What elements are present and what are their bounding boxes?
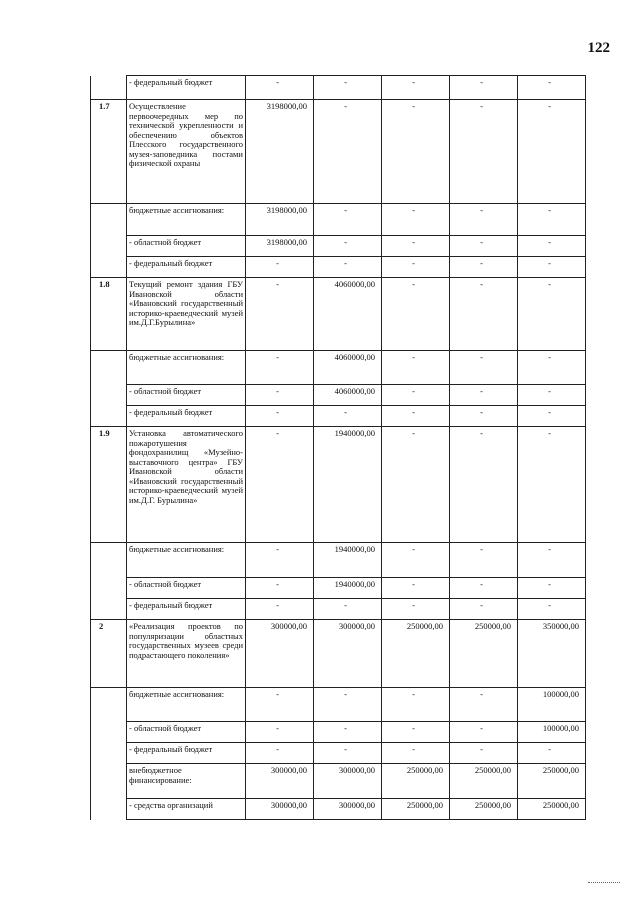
row-number xyxy=(91,236,127,257)
table-row xyxy=(91,257,586,278)
row-number xyxy=(91,385,127,406)
value-cell: - xyxy=(518,406,586,427)
row-number: 2 xyxy=(91,620,127,688)
row-number xyxy=(91,743,127,764)
value-cell: - xyxy=(518,76,586,100)
value-cell: - xyxy=(246,257,314,278)
value-cell: - xyxy=(518,385,586,406)
row-description: - областной бюджет xyxy=(127,385,246,406)
value-cell: 300000,00 xyxy=(246,764,314,799)
value-cell: 4060000,00 xyxy=(314,278,382,351)
value-cell: 250000,00 xyxy=(450,764,518,799)
row-description: «Реализация проектов по популяризации областных государственных музеев среди подрастающего поколения» xyxy=(127,620,246,688)
row-number: 1.8 xyxy=(91,278,127,351)
value-cell: - xyxy=(450,204,518,236)
value-cell: 1940000,00 xyxy=(314,543,382,578)
row-description: - федеральный бюджет xyxy=(127,76,246,100)
value-cell: - xyxy=(450,100,518,204)
value-cell: - xyxy=(518,236,586,257)
value-cell: - xyxy=(450,278,518,351)
row-description: - федеральный бюджет xyxy=(127,743,246,764)
value-cell: 250000,00 xyxy=(382,764,450,799)
value-cell: - xyxy=(382,236,450,257)
value-cell: - xyxy=(450,599,518,620)
value-cell: - xyxy=(382,406,450,427)
value-cell: 250000,00 xyxy=(382,799,450,820)
row-description: внебюджетное финансирование: xyxy=(127,764,246,799)
value-cell: 250000,00 xyxy=(450,799,518,820)
table-row xyxy=(91,799,586,820)
budget-table xyxy=(90,75,586,820)
value-cell: - xyxy=(518,599,586,620)
value-cell: - xyxy=(314,76,382,100)
value-cell: - xyxy=(246,688,314,722)
table-row xyxy=(91,578,586,599)
row-number: 1.7 xyxy=(91,100,127,204)
value-cell: - xyxy=(314,599,382,620)
table-row xyxy=(91,76,586,100)
value-cell: - xyxy=(450,406,518,427)
value-cell: - xyxy=(382,76,450,100)
value-cell: - xyxy=(450,543,518,578)
value-cell: - xyxy=(450,578,518,599)
table-row xyxy=(91,427,586,543)
value-cell: - xyxy=(450,688,518,722)
value-cell: - xyxy=(382,385,450,406)
table-row xyxy=(91,204,586,236)
row-number: 1.9 xyxy=(91,427,127,543)
value-cell: - xyxy=(246,743,314,764)
value-cell: - xyxy=(246,278,314,351)
value-cell: - xyxy=(518,278,586,351)
row-number xyxy=(91,578,127,599)
footer-mark xyxy=(588,882,620,884)
value-cell: - xyxy=(314,236,382,257)
value-cell: 4060000,00 xyxy=(314,351,382,385)
value-cell: 350000,00 xyxy=(518,620,586,688)
table-row xyxy=(91,351,586,385)
row-number xyxy=(91,799,127,820)
row-number xyxy=(91,722,127,743)
row-description: - федеральный бюджет xyxy=(127,406,246,427)
value-cell: - xyxy=(450,427,518,543)
row-description: бюджетные ассигнования: xyxy=(127,351,246,385)
value-cell: - xyxy=(246,543,314,578)
value-cell: - xyxy=(450,236,518,257)
table-row xyxy=(91,278,586,351)
value-cell: - xyxy=(246,722,314,743)
table-row xyxy=(91,722,586,743)
value-cell: 3198000,00 xyxy=(246,100,314,204)
value-cell: 250000,00 xyxy=(382,620,450,688)
row-number xyxy=(91,257,127,278)
value-cell: - xyxy=(382,578,450,599)
value-cell: - xyxy=(518,743,586,764)
row-number xyxy=(91,764,127,799)
row-description: - средства организаций xyxy=(127,799,246,820)
value-cell: - xyxy=(518,204,586,236)
value-cell: - xyxy=(518,100,586,204)
value-cell: - xyxy=(518,427,586,543)
value-cell: 1940000,00 xyxy=(314,578,382,599)
value-cell: - xyxy=(246,76,314,100)
value-cell: - xyxy=(450,743,518,764)
value-cell: - xyxy=(450,257,518,278)
table-row xyxy=(91,599,586,620)
row-number xyxy=(91,351,127,385)
value-cell: 300000,00 xyxy=(246,620,314,688)
value-cell: 1940000,00 xyxy=(314,427,382,543)
value-cell: - xyxy=(246,406,314,427)
value-cell: - xyxy=(314,257,382,278)
row-number xyxy=(91,543,127,578)
value-cell: - xyxy=(314,100,382,204)
table-row xyxy=(91,688,586,722)
value-cell: - xyxy=(246,385,314,406)
table-row xyxy=(91,743,586,764)
value-cell: - xyxy=(518,543,586,578)
value-cell: 250000,00 xyxy=(518,799,586,820)
row-description: бюджетные ассигнования: xyxy=(127,543,246,578)
value-cell: - xyxy=(246,351,314,385)
value-cell: 250000,00 xyxy=(450,620,518,688)
value-cell: 300000,00 xyxy=(314,620,382,688)
value-cell: 300000,00 xyxy=(246,799,314,820)
table-row xyxy=(91,620,586,688)
value-cell: 300000,00 xyxy=(314,799,382,820)
table-row xyxy=(91,406,586,427)
value-cell: - xyxy=(382,688,450,722)
row-number xyxy=(91,599,127,620)
value-cell: - xyxy=(246,599,314,620)
row-number xyxy=(91,76,127,100)
row-number xyxy=(91,204,127,236)
row-description: - федеральный бюджет xyxy=(127,599,246,620)
table-row xyxy=(91,764,586,799)
value-cell: - xyxy=(518,351,586,385)
value-cell: - xyxy=(382,743,450,764)
value-cell: - xyxy=(314,406,382,427)
value-cell: - xyxy=(246,578,314,599)
value-cell: - xyxy=(450,351,518,385)
row-description: бюджетные ассигнования: xyxy=(127,204,246,236)
table-row xyxy=(91,100,586,204)
row-description: Осуществление первоочередных мер по технической укрепленности и обеспечению объектов Плесского государственного музея-заповедника постами физической охраны xyxy=(127,100,246,204)
value-cell: - xyxy=(314,204,382,236)
value-cell: - xyxy=(382,351,450,385)
table-row xyxy=(91,385,586,406)
value-cell: - xyxy=(518,257,586,278)
row-number xyxy=(91,688,127,722)
table-row xyxy=(91,543,586,578)
value-cell: - xyxy=(450,722,518,743)
table-row xyxy=(91,236,586,257)
value-cell: 100000,00 xyxy=(518,722,586,743)
row-description: - федеральный бюджет xyxy=(127,257,246,278)
value-cell: 100000,00 xyxy=(518,688,586,722)
value-cell: - xyxy=(382,427,450,543)
value-cell: - xyxy=(382,599,450,620)
row-description: - областной бюджет xyxy=(127,578,246,599)
value-cell: - xyxy=(450,76,518,100)
page-number: 122 xyxy=(587,40,610,56)
row-description: - областной бюджет xyxy=(127,722,246,743)
row-number xyxy=(91,406,127,427)
value-cell: - xyxy=(246,427,314,543)
value-cell: - xyxy=(450,385,518,406)
value-cell: - xyxy=(382,722,450,743)
row-description: Текущий ремонт здания ГБУ Ивановской области «Ивановский государственный историко-краеведческий музей им.Д.Г.Бурылина» xyxy=(127,278,246,351)
value-cell: - xyxy=(382,100,450,204)
value-cell: - xyxy=(314,743,382,764)
value-cell: 4060000,00 xyxy=(314,385,382,406)
value-cell: - xyxy=(382,543,450,578)
value-cell: 300000,00 xyxy=(314,764,382,799)
value-cell: 3198000,00 xyxy=(246,204,314,236)
value-cell: - xyxy=(314,688,382,722)
value-cell: 3198000,00 xyxy=(246,236,314,257)
value-cell: - xyxy=(382,204,450,236)
value-cell: - xyxy=(314,722,382,743)
value-cell: - xyxy=(382,257,450,278)
value-cell: 250000,00 xyxy=(518,764,586,799)
row-description: Установка автоматического пожаротушения фондохранилищ «Музейно-выставочного центра» ГБУ Ивановской области «Ивановский государственный историко-краеведческий музей им.Д.Г. Бурылина» xyxy=(127,427,246,543)
row-description: - областной бюджет xyxy=(127,236,246,257)
value-cell: - xyxy=(518,578,586,599)
row-description: бюджетные ассигнования: xyxy=(127,688,246,722)
value-cell: - xyxy=(382,278,450,351)
